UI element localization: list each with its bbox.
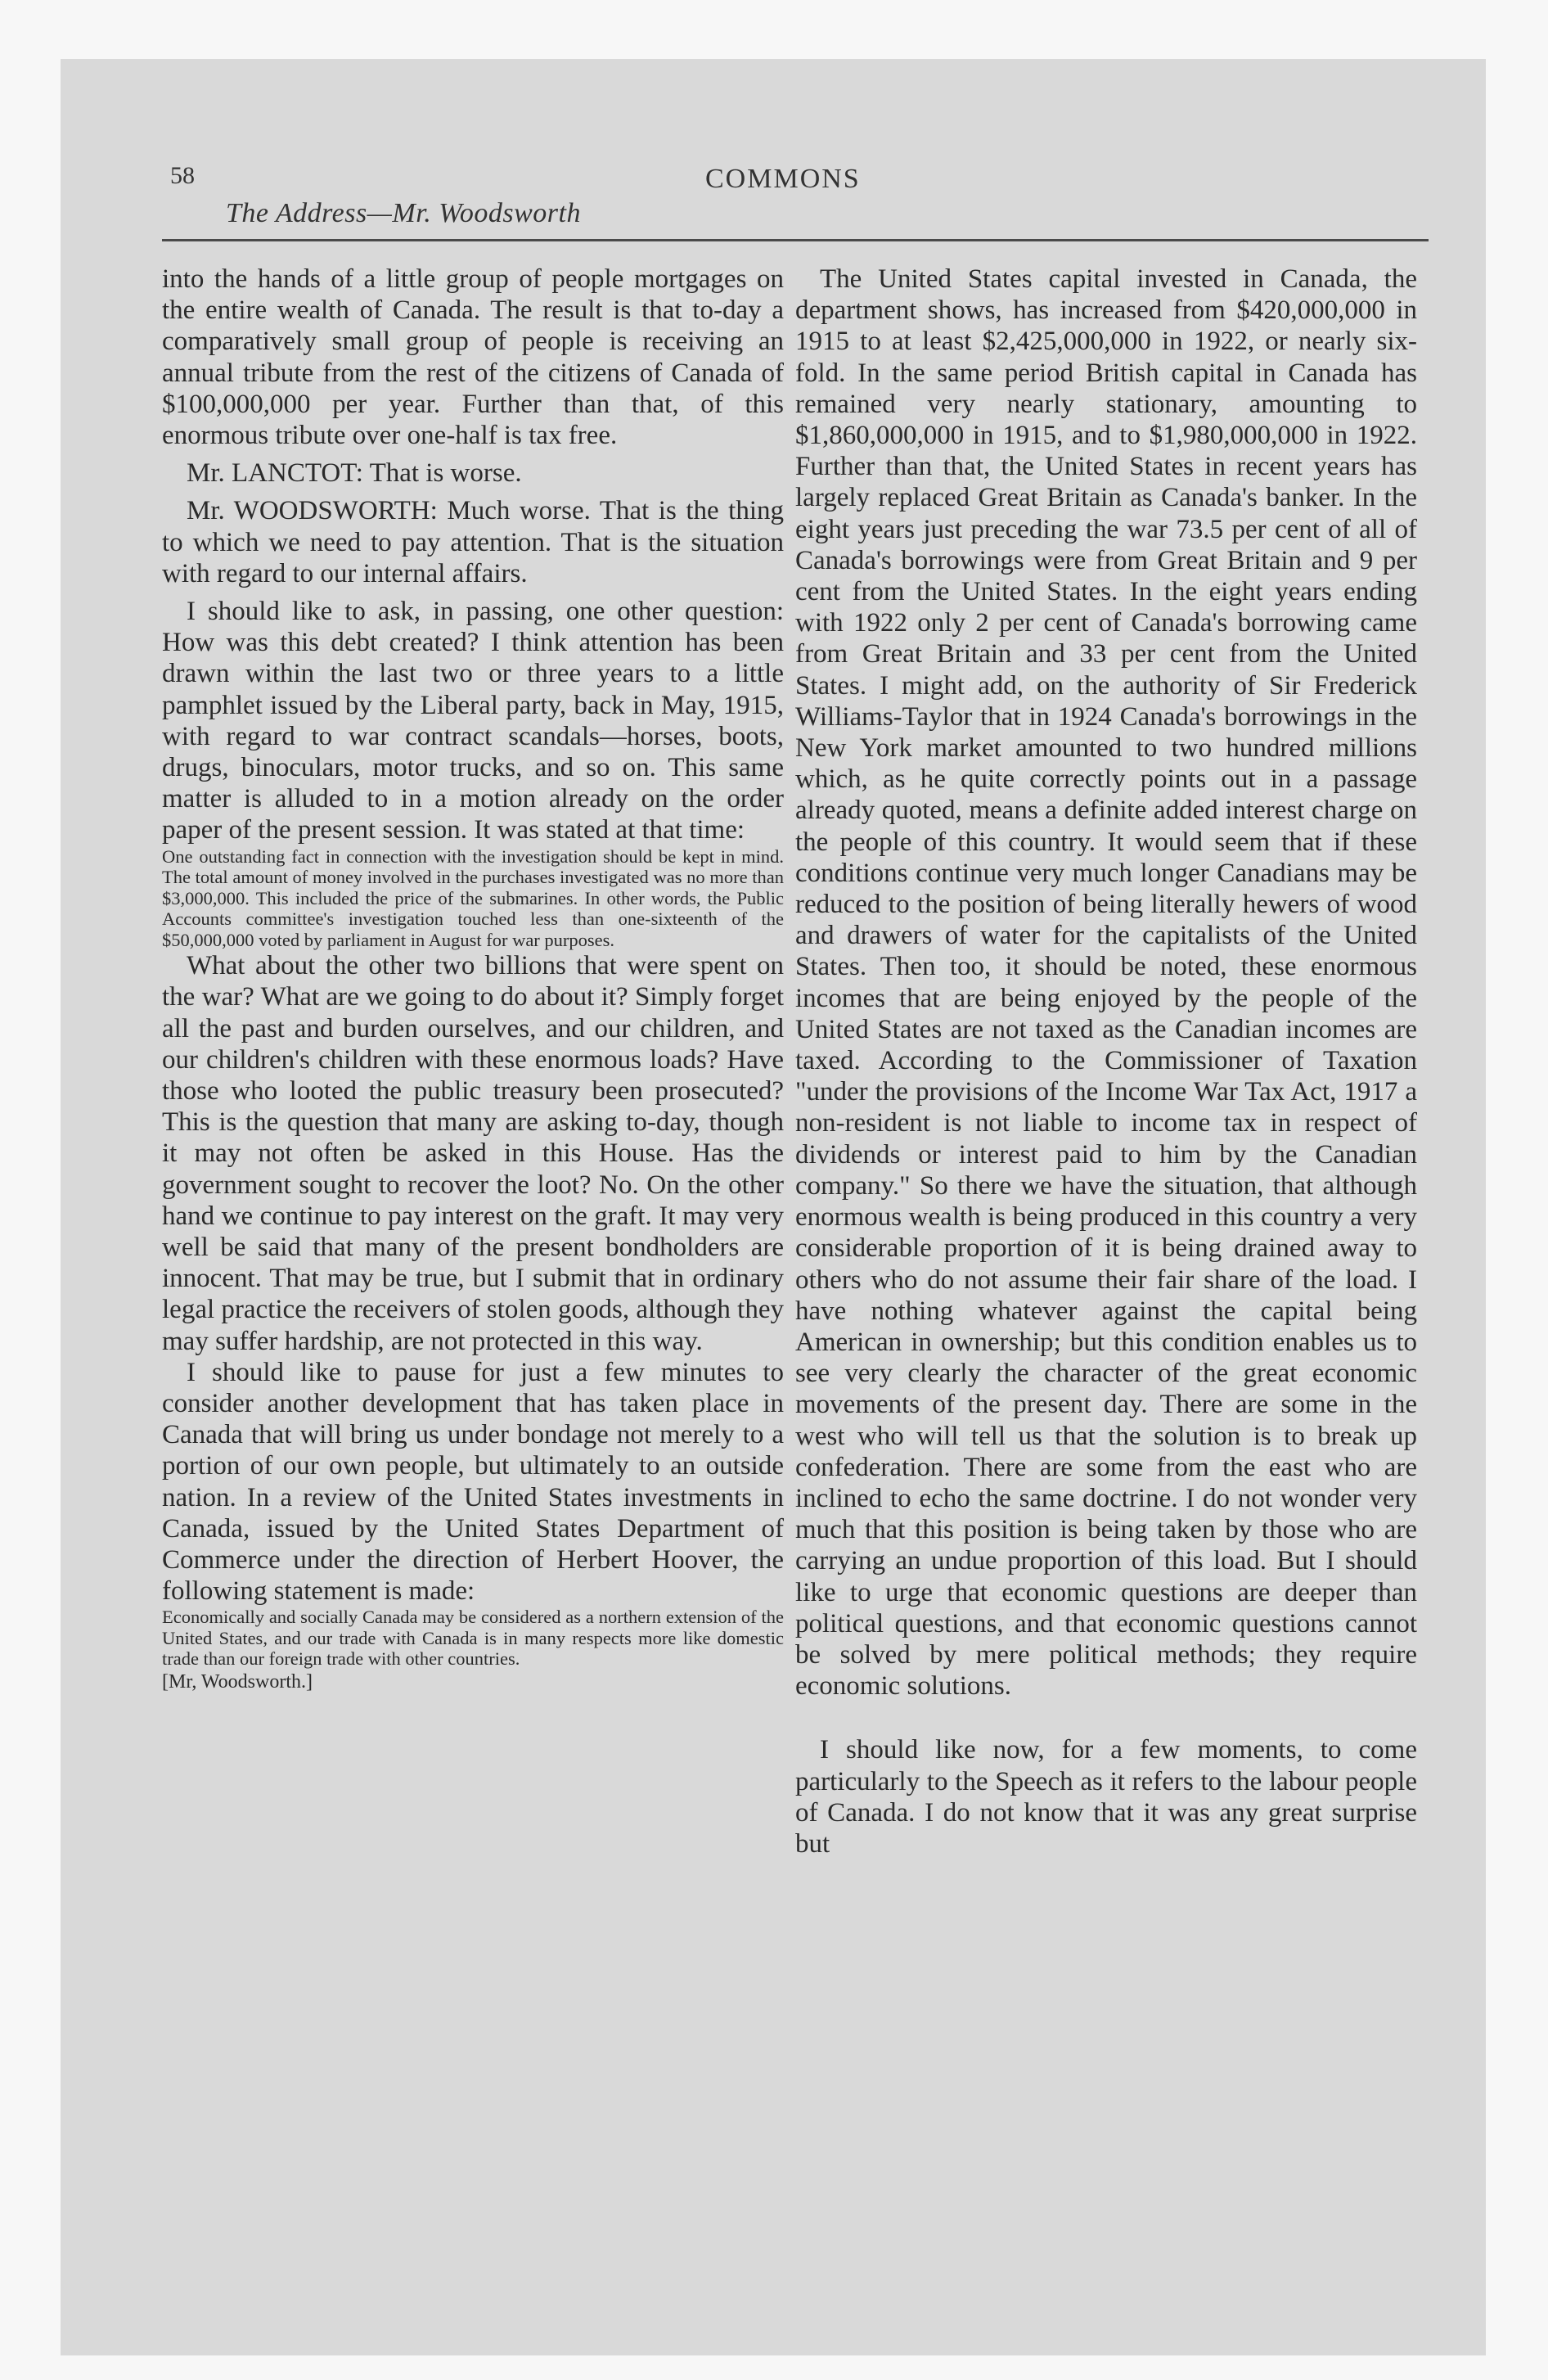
section-title: COMMONS xyxy=(705,164,861,194)
paragraph: into the hands of a little group of people mortgages on the entire wealth of Canada. The result is that to-day a comparatively small group of people is receiving an annual tribute from the rest of the citizens of Canada of $100,000,000 per year. Further than that, of this enormous tribute over one-half is tax free. xyxy=(162,264,784,451)
paragraph: I should like now, for a few moments, to come particularly to the Speech as it refers to the labour people of Canada. I do not know that it was any great surprise but xyxy=(795,1735,1417,1859)
speaker-line: Mr. WOODSWORTH: Much worse. That is the thing to which we need to pay attention. That is the situation with regard to our internal affairs. xyxy=(162,496,784,588)
page-number: 58 xyxy=(170,162,195,189)
right-column xyxy=(795,264,1417,1859)
running-head: The Address—Mr. Woodsworth xyxy=(226,198,581,228)
paragraph: I should like to ask, in passing, one other question: How was this debt created? I think attention has been drawn within the last two or three years to a little pamphlet issued by the Liberal party, back in May, 1915, with regard to war contract scandals—horses, boots, drugs, binoculars, motor trucks, and so on. This same matter is alluded to in a motion already on the order paper of the present session. It was stated at that time: xyxy=(162,597,784,845)
speaker-line: Mr. LANCTOT: That is worse. xyxy=(187,458,522,489)
paragraph: The United States capital invested in Canada, the department shows, has increased from $420,000,000 in 1915 to at least $2,425,000,000 in 1922, or nearly six-fold. In the same period British capital in Canada has remained very nearly stationary, amounting to $1,860,000,000 in 1915, and to $1,980,000,000 in 1922. Further than that, the United States in recent years has largely replaced Great Britain as Canada's banker. In the eight years just preceding the war 73.5 per cent of all of Canada's borrowings were from Great Britain and 9 per cent from the United States. In the eight years ending with 1922 only 2 per cent of Canada's borrowing came from Great Britain and 33 per cent from the United States. I might add, on the authority of Sir Frederick Williams-Taylor that in 1924 Canada's borrowings in the New York market amounted to two hundred millions which, as he quite correctly points out in a passage already quoted, means a definite added interest charge on the people of this country. It would seem that if these conditions continue very much longer Canadians may be reduced to the position of being literally hewers of wood and drawers of water for the capitalists of the United States. Then too, it should be noted, these enormous incomes that are being enjoyed by the people of the United States are not taxed as the Canadian incomes are taxed. According to the Commissioner of Taxation "under the provisions of the Income War Tax Act, 1917 a non-resident is not liable to income tax in respect of dividends or interest paid to him by the Canadian company." So there we have the situation, that although enormous wealth is being produced in this country a very considerable proportion of it is being drained away to others who do not assume their fair share of the load. I have nothing whatever against the capital being American in ownership; but this condition enables us to see very clearly the character of the great economic movements of the present day. There are some in the west who will tell us that the solution is to break up confederation. There are some from the east who are inclined to echo the same doctrine. I do not wonder very much that this position is being taken by those who are carrying an undue proportion of this load. But I should like to urge that economic questions are deeper than political questions, and that economic questions cannot be solved by mere political methods; they require economic solutions. xyxy=(795,264,1417,1702)
left-column xyxy=(162,264,784,1694)
paragraph: What about the other two billions that were spent on the war? What are we going to do about it? Simply forget all the past and burden ourselves, and our children, and our children's children with these enormous loads? Have those who looted the public treasury been prosecuted? This is the question that many are asking to-day, though it may not often be asked in this House. Has the government sought to recover the loot? No. On the other hand we continue to pay interest on the graft. It may very well be said that many of the present bondholders are innocent. That may be true, but I submit that in ordinary legal practice the receivers of stolen goods, although they may suffer hardship, are not protected in this way. xyxy=(162,951,784,1356)
paragraph: I should like to pause for just a few minutes to consider another development that has taken place in Canada that will bring us under bondage not merely to a portion of our own people, but ultimately to an outside nation. In a review of the United States investments in Canada, issued by the United States Department of Commerce under the direction of Herbert Hoover, the following statement is made: xyxy=(162,1357,784,1607)
speaker-signature: [Mr, Woodsworth.] xyxy=(162,1670,313,1693)
block-quote: Economically and socially Canada may be considered as a northern extension of the United States, and our trade with Canada is in many respects more like domestic trade than our foreign trade with other countries. xyxy=(162,1607,784,1670)
header-rule xyxy=(162,239,1429,241)
block-quote: One outstanding fact in connection with the investigation should be kept in mind. The total amount of money involved in the purchases investigated was no more than $3,000,000. This included the price of the submarines. In other words, the Public Accounts committee's investigation touched less than one-sixteenth of the $50,000,000 voted by parliament in August for war purposes. xyxy=(162,845,784,950)
